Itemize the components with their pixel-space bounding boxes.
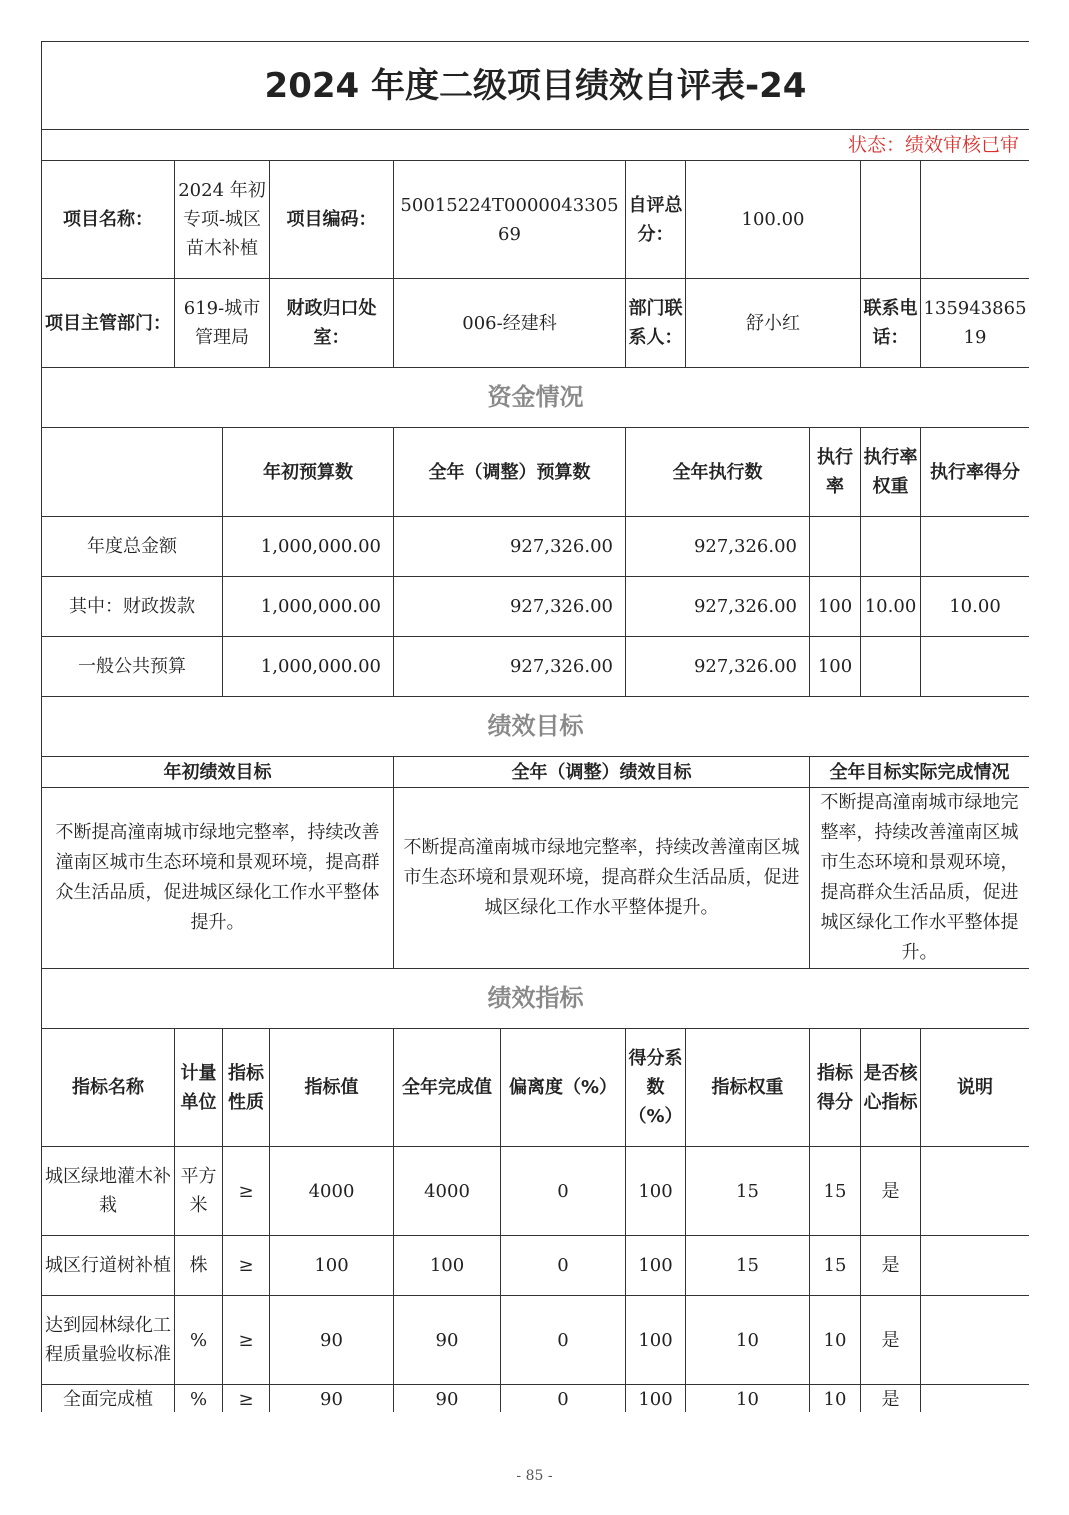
funds-row-weight: [861, 517, 921, 577]
funds-row-rate: 100: [810, 637, 861, 697]
ind-target: 4000: [270, 1147, 394, 1236]
ind-note: [921, 1385, 1030, 1413]
ind-header-weight: 指标权重: [686, 1029, 810, 1147]
funds-header-weight: 执行率权重: [861, 428, 921, 517]
goals-header-initial: 年初绩效目标: [42, 757, 394, 788]
funds-header-blank: [42, 428, 223, 517]
funds-row-adjusted: 927,326.00: [394, 637, 626, 697]
ind-header-actual: 全年完成值: [394, 1029, 501, 1147]
ind-coef: 100: [626, 1147, 686, 1236]
ind-header-unit: 计量单位: [175, 1029, 223, 1147]
indicators-section-title: 绩效指标: [42, 969, 1030, 1029]
funds-header-rate: 执行率: [810, 428, 861, 517]
ind-header-score: 指标得分: [810, 1029, 861, 1147]
funds-row-initial: 1,000,000.00: [223, 517, 394, 577]
status-badge: 状态：绩效审核已审: [42, 130, 1030, 161]
finance-value: 006-经建科: [394, 279, 626, 368]
goals-actual-text: 不断提高潼南城市绿地完整率，持续改善潼南区城市生态环境和景观环境，提高群众生活品质，促进城区绿化工作水平整体提升。: [810, 788, 1030, 969]
table-row: [42, 1385, 1030, 1413]
project-name-label: 项目名称：: [42, 161, 175, 279]
funds-row-score: [921, 637, 1030, 697]
ind-score: 10: [810, 1385, 861, 1413]
ind-target: 90: [270, 1296, 394, 1385]
ind-name: 城区绿地灌木补栽: [42, 1147, 175, 1236]
funds-row-rate: 100: [810, 577, 861, 637]
ind-header-deviation: 偏离度（%）: [501, 1029, 626, 1147]
ind-target: 90: [270, 1385, 394, 1413]
contact-value: 舒小红: [686, 279, 861, 368]
table-row: [42, 1236, 1030, 1296]
funds-row-executed: 927,326.00: [626, 517, 810, 577]
funds-row-adjusted: 927,326.00: [394, 577, 626, 637]
ind-core: 是: [861, 1147, 921, 1236]
self-score-value: 100.00: [686, 161, 861, 279]
finance-label: 财政归口处室：: [270, 279, 394, 368]
ind-weight: 10: [686, 1296, 810, 1385]
ind-coef: 100: [626, 1236, 686, 1296]
funds-header-score: 执行率得分: [921, 428, 1030, 517]
goals-header-actual: 全年目标实际完成情况: [810, 757, 1030, 788]
funds-row-rate: [810, 517, 861, 577]
page-title: 2024 年度二级项目绩效自评表-24: [42, 42, 1030, 130]
ind-score: 15: [810, 1147, 861, 1236]
funds-row-name: 年度总金额: [42, 517, 223, 577]
funds-row-weight: [861, 637, 921, 697]
funds-row-score: 10.00: [921, 577, 1030, 637]
dept-label: 项目主管部门：: [42, 279, 175, 368]
ind-name: 全面完成植: [42, 1385, 175, 1413]
ind-coef: 100: [626, 1296, 686, 1385]
ind-score: 15: [810, 1236, 861, 1296]
ind-deviation: 0: [501, 1385, 626, 1413]
phone-label: 联系电话：: [861, 279, 921, 368]
ind-header-note: 说明: [921, 1029, 1030, 1147]
page-number: - 85 -: [516, 1468, 553, 1484]
ind-deviation: 0: [501, 1296, 626, 1385]
funds-row-initial: 1,000,000.00: [223, 577, 394, 637]
ind-actual: 4000: [394, 1147, 501, 1236]
ind-deviation: 0: [501, 1147, 626, 1236]
funds-section-title: 资金情况: [42, 368, 1030, 428]
phone-value: 13594386519: [921, 279, 1030, 368]
funds-row-name: 其中：财政拨款: [42, 577, 223, 637]
ind-unit: 平方米: [175, 1147, 223, 1236]
empty-cell: [921, 161, 1030, 279]
ind-nature: ≥: [223, 1147, 270, 1236]
project-code-label: 项目编码：: [270, 161, 394, 279]
empty-cell: [861, 161, 921, 279]
project-name-value: 2024 年初专项-城区苗木补植: [175, 161, 270, 279]
ind-weight: 10: [686, 1385, 810, 1413]
ind-actual: 100: [394, 1236, 501, 1296]
ind-nature: ≥: [223, 1296, 270, 1385]
ind-actual: 90: [394, 1296, 501, 1385]
ind-header-coef: 得分系数（%）: [626, 1029, 686, 1147]
ind-core: 是: [861, 1385, 921, 1413]
contact-label: 部门联系人：: [626, 279, 686, 368]
ind-name: 城区行道树补植: [42, 1236, 175, 1296]
table-row: [42, 517, 1030, 577]
funds-header-adjusted: 全年（调整）预算数: [394, 428, 626, 517]
table-row: [42, 577, 1030, 637]
ind-nature: ≥: [223, 1236, 270, 1296]
ind-target: 100: [270, 1236, 394, 1296]
funds-row-initial: 1,000,000.00: [223, 637, 394, 697]
table-row: [42, 1296, 1030, 1385]
funds-row-score: [921, 517, 1030, 577]
evaluation-table: [41, 41, 1029, 1412]
funds-row-executed: 927,326.00: [626, 637, 810, 697]
ind-weight: 15: [686, 1147, 810, 1236]
project-code-value: 50015224T000004330569: [394, 161, 626, 279]
funds-row-executed: 927,326.00: [626, 577, 810, 637]
table-row: [42, 1147, 1030, 1236]
funds-row-adjusted: 927,326.00: [394, 517, 626, 577]
funds-row-name: 一般公共预算: [42, 637, 223, 697]
ind-name: 达到园林绿化工程质量验收标准: [42, 1296, 175, 1385]
ind-core: 是: [861, 1236, 921, 1296]
ind-actual: 90: [394, 1385, 501, 1413]
funds-header-executed: 全年执行数: [626, 428, 810, 517]
ind-unit: %: [175, 1385, 223, 1413]
ind-score: 10: [810, 1296, 861, 1385]
ind-header-nature: 指标性质: [223, 1029, 270, 1147]
ind-note: [921, 1236, 1030, 1296]
goals-header-adjusted: 全年（调整）绩效目标: [394, 757, 810, 788]
self-score-label: 自评总分：: [626, 161, 686, 279]
ind-note: [921, 1296, 1030, 1385]
ind-unit: 株: [175, 1236, 223, 1296]
ind-header-name: 指标名称: [42, 1029, 175, 1147]
goals-section-title: 绩效目标: [42, 697, 1030, 757]
ind-unit: %: [175, 1296, 223, 1385]
ind-core: 是: [861, 1296, 921, 1385]
goals-initial-text: 不断提高潼南城市绿地完整率，持续改善潼南区城市生态环境和景观环境，提高群众生活品质，促进城区绿化工作水平整体提升。: [42, 788, 394, 969]
dept-value: 619-城市管理局: [175, 279, 270, 368]
funds-header-initial: 年初预算数: [223, 428, 394, 517]
goals-adjusted-text: 不断提高潼南城市绿地完整率，持续改善潼南区城市生态环境和景观环境，提高群众生活品质，促进城区绿化工作水平整体提升。: [394, 788, 810, 969]
ind-coef: 100: [626, 1385, 686, 1413]
ind-weight: 15: [686, 1236, 810, 1296]
ind-note: [921, 1147, 1030, 1236]
table-row: [42, 637, 1030, 697]
ind-deviation: 0: [501, 1236, 626, 1296]
evaluation-sheet: [41, 41, 1029, 1412]
ind-header-target: 指标值: [270, 1029, 394, 1147]
ind-header-core: 是否核心指标: [861, 1029, 921, 1147]
funds-row-weight: 10.00: [861, 577, 921, 637]
ind-nature: ≥: [223, 1385, 270, 1413]
